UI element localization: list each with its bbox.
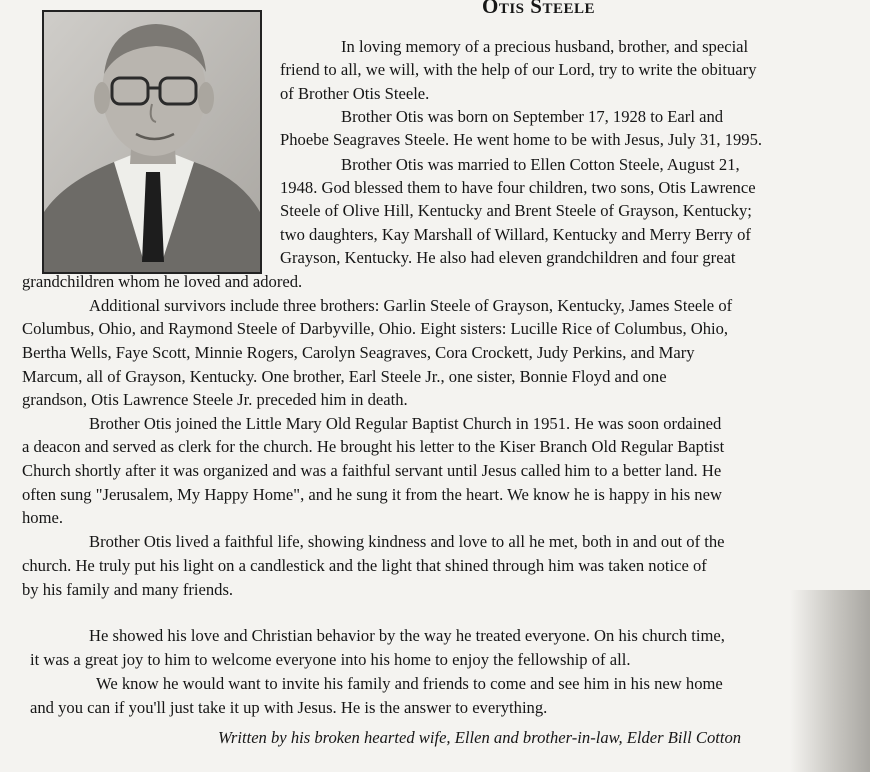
text-line: Brother Otis joined the Little Mary Old Regular Baptist Church in 1951. He was soon ordained bbox=[89, 414, 722, 433]
text-line: church. He truly put his light on a candlestick and the light that shined through him was taken notice of bbox=[22, 556, 707, 575]
text-line: Brother Otis was married to Ellen Cotton Steele, August 21, bbox=[341, 155, 740, 174]
text-line: it was a great joy to him to welcome everyone into his home to enjoy the fellowship of all. bbox=[30, 650, 631, 669]
text-line: He showed his love and Christian behavior by the way he treated everyone. On his church time, bbox=[89, 626, 725, 645]
portrait-photo bbox=[42, 10, 262, 274]
text-line: Marcum, all of Grayson, Kentucky. One brother, Earl Steele Jr., one sister, Bonnie Floyd and one bbox=[22, 367, 667, 386]
text-line: Columbus, Ohio, and Raymond Steele of Darbyville, Ohio. Eight sisters: Lucille Rice of Columbus, Ohio, bbox=[22, 319, 729, 338]
obituary-title: Otis Steele bbox=[482, 0, 595, 18]
page-edge-shadow bbox=[790, 590, 870, 772]
text-line: by his family and many friends. bbox=[22, 580, 234, 599]
text-line: of Brother Otis Steele. bbox=[280, 84, 430, 103]
text-line: Additional survivors include three brothers: Garlin Steele of Grayson, Kentucky, James Steele of bbox=[89, 296, 733, 315]
text-line: Phoebe Seagraves Steele. He went home to be with Jesus, July 31, 1995. bbox=[280, 130, 763, 149]
text-line: grandson, Otis Lawrence Steele Jr. preceded him in death. bbox=[22, 390, 408, 409]
text-line: friend to all, we will, with the help of our Lord, try to write the obituary bbox=[280, 60, 757, 79]
text-line: We know he would want to invite his family and friends to come and see him in his new home bbox=[96, 674, 723, 693]
text-line: Bertha Wells, Faye Scott, Minnie Rogers, Carolyn Seagraves, Cora Crockett, Judy Perkins, and Mary bbox=[22, 343, 695, 362]
text-line: home. bbox=[22, 508, 64, 527]
text-line: In loving memory of a precious husband, brother, and special bbox=[341, 37, 749, 56]
text-line: a deacon and served as clerk for the church. He brought his letter to the Kiser Branch Old Regular Baptist bbox=[22, 437, 725, 456]
text-line: Brother Otis lived a faithful life, showing kindness and love to all he met, both in and out of the bbox=[89, 532, 725, 551]
portrait-image bbox=[44, 12, 260, 272]
text-line: Church shortly after it was organized and was a faithful servant until Jesus called him to a better land. He bbox=[22, 461, 722, 480]
text-line: two daughters, Kay Marshall of Willard, Kentucky and Merry Berry of bbox=[280, 225, 751, 244]
text-line: Steele of Olive Hill, Kentucky and Brent Steele of Grayson, Kentucky; bbox=[280, 201, 752, 220]
text-line: Grayson, Kentucky. He also had eleven grandchildren and four great bbox=[280, 248, 736, 267]
text-line: 1948. God blessed them to have four children, two sons, Otis Lawrence bbox=[280, 178, 756, 197]
signature-line: Written by his broken hearted wife, Ellen and brother-in-law, Elder Bill Cotton bbox=[218, 728, 742, 747]
text-line: often sung "Jerusalem, My Happy Home", and he sung it from the heart. We know he is happy in his new bbox=[22, 485, 722, 504]
text-line: grandchildren whom he loved and adored. bbox=[22, 272, 303, 291]
text-line: and you can if you'll just take it up with Jesus. He is the answer to everything. bbox=[30, 698, 548, 717]
text-line: Brother Otis was born on September 17, 1928 to Earl and bbox=[341, 107, 724, 126]
